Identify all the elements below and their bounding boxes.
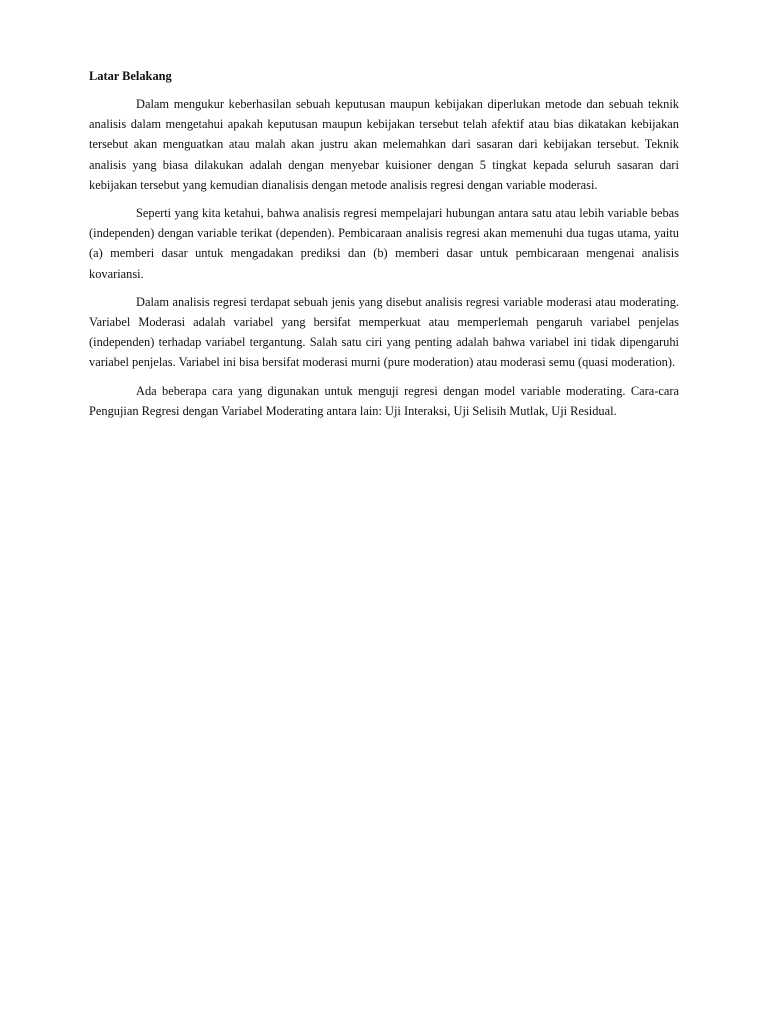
paragraph-2: Seperti yang kita ketahui, bahwa analisis regresi mempelajari hubungan antara satu atau lebih variable bebas (independen) dengan variable terikat (dependen). Pembicaraan analisis regresi akan memenuhi dua tugas utama, yaitu (a) memberi dasar untuk mengadakan prediksi dan (b) memberi dasar untuk pembicaraan mengenai analisis kovariansi. — [89, 206, 679, 281]
paragraph-3: Dalam analisis regresi terdapat sebuah jenis yang disebut analisis regresi variable moderasi atau moderating. Variabel Moderasi adalah variabel yang bersifat memperkuat atau memperlemah pengaruh variabel penjelas (independen) terhadap variabel tergantung. Salah satu ciri yang penting adalah bahwa variabel ini tidak dipengaruhi variabel penjelas. Variabel ini bisa bersifat moderasi murni (pure moderation) atau moderasi semu (quasi moderation). — [89, 294, 679, 370]
paragraph-1: Dalam mengukur keberhasilan sebuah keputusan maupun kebijakan diperlukan metode dan sebuah teknik analisis dalam mengetahui apakah keputusan maupun kebijakan tersebut telah afektif atau bias dikatakan kebijakan tersebut akan menguatkan atau malah akan justru akan melemahkan dari sasaran dari kebijakan tersebut. Teknik analisis yang biasa dilakukan adalah dengan menyebar kuisioner dengan 5 tingkat kepada seluruh sasaran dari kebijakan tersebut yang kemudian dianalisis dengan metode analisis regresi dengan variable moderasi. — [89, 97, 679, 192]
section-heading: Latar Belakang — [89, 69, 172, 83]
document-body — [89, 66, 679, 429]
paragraph-4: Ada beberapa cara yang digunakan untuk menguji regresi dengan model variable moderating. Cara-cara Pengujian Regresi dengan Variabel Moderating antara lain: Uji Interaksi, Uji Selisih Mutlak, Uji Residual. — [89, 383, 679, 418]
